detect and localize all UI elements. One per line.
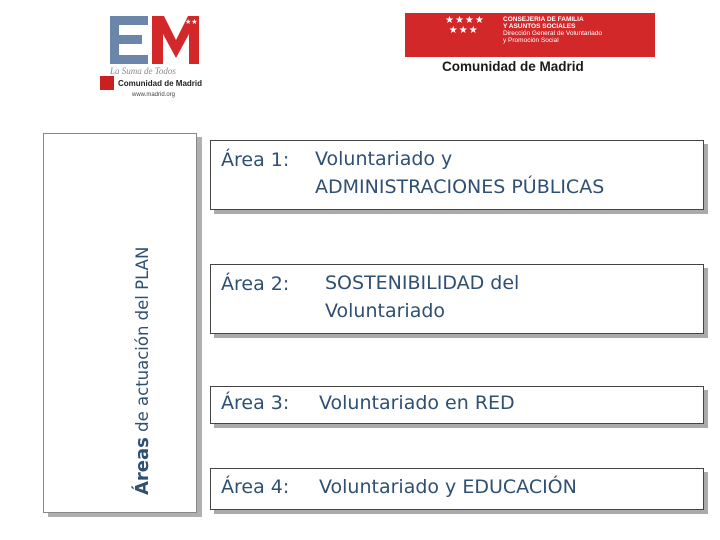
area-4-line1: Voluntariado y EDUCACIÓN [319,476,577,498]
side-heading [132,247,153,495]
area-4-label: Área 4: [221,476,290,498]
banner-line3: Dirección General de Voluntariado [503,30,603,37]
consejeria-banner [405,13,655,57]
area-3-box [210,386,704,424]
banner-text [503,16,602,44]
comunidad-madrid-logo [100,10,210,100]
banner-line2: Y ASUNTOS SOCIALES [503,23,576,30]
area-2-box [210,264,704,334]
area-2-label: Área 2: [221,273,290,295]
area-2-line2: Voluntariado [325,300,446,322]
side-heading-rest: de actuación del PLAN [133,246,152,438]
banner-org-name: Comunidad de Madrid [442,59,584,74]
madrid-flag-icon [100,76,114,90]
stars-icon: ★★★★ ★★★ [445,15,485,36]
svg-text:★★: ★★ [185,19,198,26]
logo-org-name: Comunidad de Madrid [118,78,202,88]
area-2-line1: SOSTENIBILIDAD del [325,272,520,294]
banner-line4: y Promoción Social [503,37,559,44]
logo-org-row [100,76,202,90]
area-1-box [210,140,704,210]
em-logo-icon [108,14,200,66]
area-1-line2: ADMINISTRACIONES PÚBLICAS [315,176,605,198]
logo-url: www.madrid.org [132,92,176,98]
area-3-label: Área 3: [221,392,290,414]
side-heading-box [43,133,197,513]
area-4-box [210,468,704,510]
area-1-label: Área 1: [221,149,290,171]
banner-line1: CONSEJERIA DE FAMILIA [503,16,584,23]
area-1-line1: Voluntariado y [315,148,453,170]
logo-tagline: La Suma de Todos [110,66,176,76]
area-3-line1: Voluntariado en RED [319,392,515,414]
side-heading-strong: Áreas [132,437,153,495]
